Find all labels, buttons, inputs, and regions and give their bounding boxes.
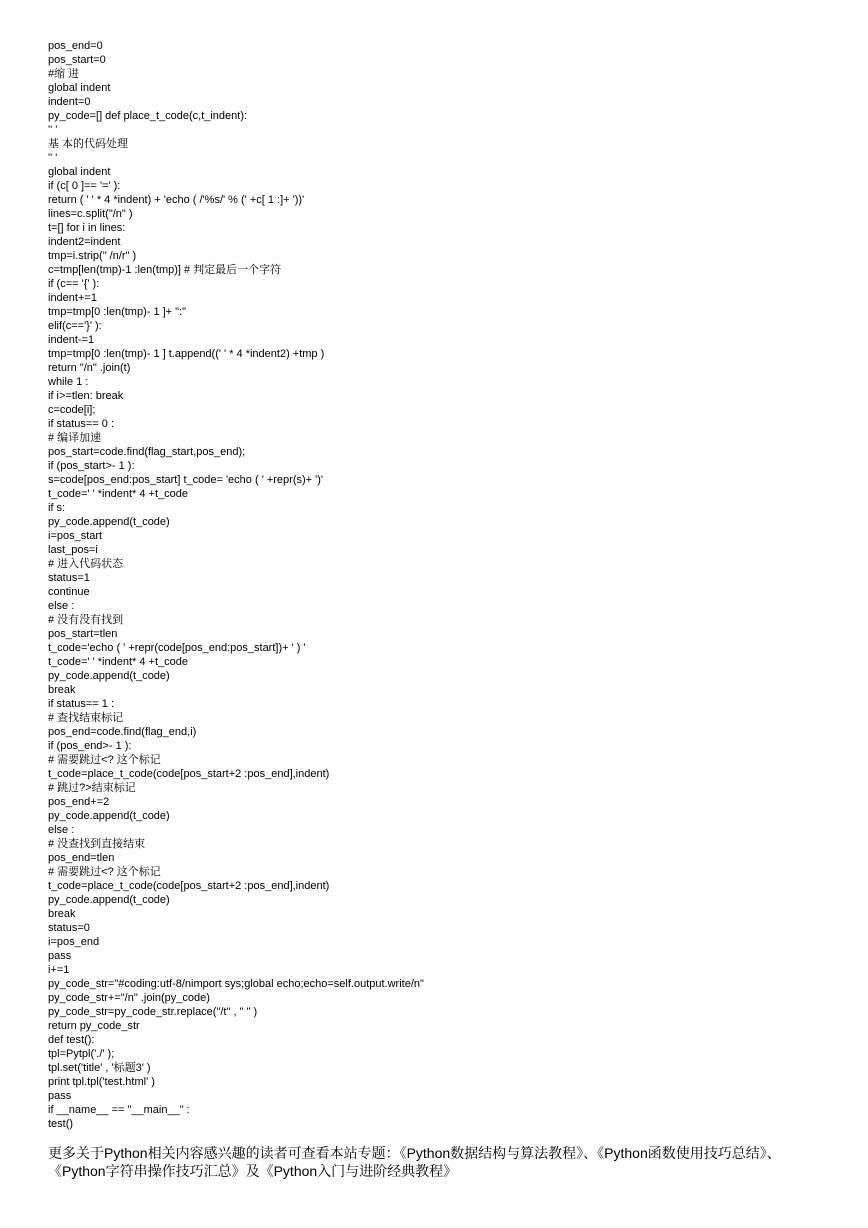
code-line: tmp=tmp[0 :len(tmp)- 1 ]+ ":"	[48, 306, 187, 318]
code-line: py_code_str+="/n" .join(py_code)	[48, 992, 210, 1004]
code-line: i=pos_end	[48, 936, 100, 948]
code-line: indent2=indent	[48, 236, 121, 248]
related-topics-line-1: 更多关于Python相关内容感兴趣的读者可查看本站专题：《Python数据结构与算法教程》、《Python函数使用技巧总结》、	[48, 1145, 781, 1161]
code-line: tmp=tmp[0 :len(tmp)- 1 ] t.append((' ' * 4 *indent2) +tmp )	[48, 348, 325, 360]
code-line: t_code=place_t_code(code[pos_start+2 :pos_end],indent)	[48, 768, 330, 780]
code-line: pos_end=code.find(flag_end,i)	[48, 726, 197, 738]
code-line: s=code[pos_end:pos_start] t_code= 'echo ( ' +repr(s)+ ')'	[48, 474, 323, 486]
code-line: break	[48, 684, 76, 696]
code-line: if status== 0 :	[48, 418, 115, 430]
code-line: #缩 进	[48, 68, 80, 80]
code-line: elif(c=='}' ):	[48, 320, 102, 332]
code-line: indent-=1	[48, 334, 95, 346]
code-line: t_code='echo ( ' +repr(code[pos_end:pos_start])+ ' ) '	[48, 642, 306, 654]
code-line: # 没有没有找到	[48, 614, 124, 626]
code-line: t_code=' ' *indent* 4 +t_code	[48, 488, 188, 500]
code-line: i=pos_start	[48, 530, 103, 542]
code-line: py_code.append(t_code)	[48, 670, 170, 682]
code-line: py_code=[] def place_t_code(c,t_indent):	[48, 110, 248, 122]
code-line: while 1 :	[48, 376, 89, 388]
code-line: t_code=place_t_code(code[pos_start+2 :pos_end],indent)	[48, 880, 330, 892]
code-line: tmp=i.strip(" /n/r" )	[48, 250, 137, 262]
code-line: i+=1	[48, 964, 70, 976]
code-line: if (pos_end>- 1 ):	[48, 740, 132, 752]
code-line: global indent	[48, 166, 111, 178]
code-line: break	[48, 908, 76, 920]
code-line: # 跳过?>结束标记	[48, 782, 136, 794]
code-line: # 需要跳过<? 这个标记	[48, 866, 161, 878]
code-line: return "/n" .join(t)	[48, 362, 131, 374]
code-line: c=tmp[len(tmp)-1 :len(tmp)] # 判定最后一个字符	[48, 264, 282, 276]
code-line: continue	[48, 586, 90, 598]
code-line: py_code_str=py_code_str.replace("/t" , " " )	[48, 1006, 258, 1018]
code-line: if __name__ == "__main__" :	[48, 1104, 190, 1116]
code-line: def test():	[48, 1034, 95, 1046]
code-line: pos_start=0	[48, 54, 106, 66]
code-line: t=[] for i in lines:	[48, 222, 126, 234]
code-line: else :	[48, 600, 75, 612]
code-line: pos_end=0	[48, 40, 103, 52]
code-line: py_code_str="#coding:utf-8/nimport sys;global echo;echo=self.output.write/n"	[48, 978, 424, 990]
code-line: indent+=1	[48, 292, 97, 304]
code-line: tpl=Pytpl('./' );	[48, 1048, 115, 1060]
code-line: # 没查找到直接结束	[48, 838, 146, 850]
code-line: pos_end+=2	[48, 796, 110, 808]
code-listing	[48, 39, 828, 1131]
code-line: if (c[ 0 ]== '=' ):	[48, 180, 121, 192]
code-line: if s:	[48, 502, 66, 514]
code-line: lines=c.split("/n" )	[48, 208, 133, 220]
code-line: # 查找结束标记	[48, 712, 124, 724]
code-line: if i>=tlen: break	[48, 390, 124, 402]
code-line: py_code.append(t_code)	[48, 810, 170, 822]
code-line: else :	[48, 824, 75, 836]
code-line: # 需要跳过<? 这个标记	[48, 754, 161, 766]
code-line: # 进入代码状态	[48, 558, 124, 570]
code-line: 基 本的代码处理	[48, 138, 129, 150]
code-line: return ( ' ' * 4 *indent) + 'echo ( /'%s/' % (' +c[ 1 :]+ '))'	[48, 194, 305, 206]
code-line: # 编译加速	[48, 432, 102, 444]
code-line: last_pos=i	[48, 544, 98, 556]
code-line: return py_code_str	[48, 1020, 140, 1032]
code-line: pos_start=code.find(flag_start,pos_end);	[48, 446, 246, 458]
code-line: pass	[48, 950, 72, 962]
code-line: py_code.append(t_code)	[48, 516, 170, 528]
code-line: t_code=' ' *indent* 4 +t_code	[48, 656, 188, 668]
code-line: if (pos_start>- 1 ):	[48, 460, 135, 472]
code-line: pass	[48, 1090, 72, 1102]
code-line: pos_end=tlen	[48, 852, 115, 864]
related-topics-paragraph	[48, 1144, 828, 1180]
code-line: c=code[i];	[48, 404, 96, 416]
code-line: indent=0	[48, 96, 91, 108]
code-line: if (c== '{' ):	[48, 278, 100, 290]
code-line: test()	[48, 1118, 74, 1130]
code-line: tpl.set('title' , '标题3' )	[48, 1062, 151, 1074]
code-line: py_code.append(t_code)	[48, 894, 170, 906]
code-line: global indent	[48, 82, 111, 94]
related-topics-line-2: 《Python字符串操作技巧汇总》及《Python入门与进阶经典教程》	[48, 1163, 458, 1179]
code-line: status=0	[48, 922, 90, 934]
code-line: if status== 1 :	[48, 698, 115, 710]
code-line: '' '	[48, 152, 58, 164]
code-line: status=1	[48, 572, 90, 584]
code-line: pos_start=tlen	[48, 628, 118, 640]
code-line: '' '	[48, 124, 58, 136]
code-line: print tpl.tpl('test.html' )	[48, 1076, 155, 1088]
